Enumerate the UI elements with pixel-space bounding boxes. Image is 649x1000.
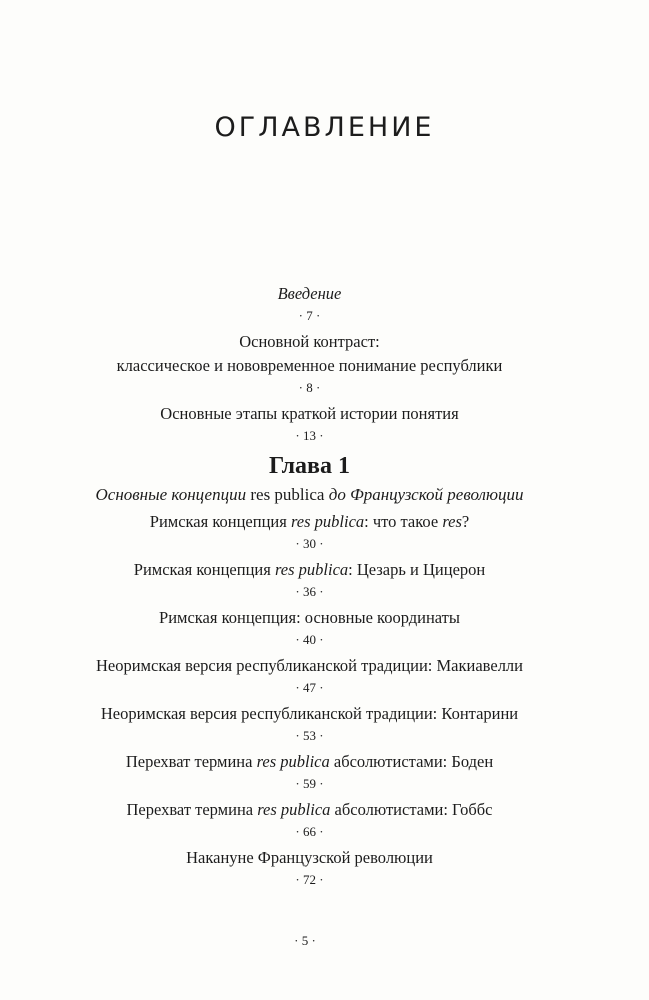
toc-entry-title-part: res publica: [257, 800, 331, 819]
chapter-subtitle-part: до Французской революции: [328, 485, 524, 504]
toc-entry-title-part: Римская концепция: [133, 560, 275, 579]
toc-entry-title-part: : Цезарь и Цицерон: [348, 560, 486, 579]
toc-entry-title-part: res publica: [274, 560, 349, 579]
toc-entry-title[interactable]: [0, 654, 619, 678]
toc-entry-title-part: Перехват термина: [125, 752, 257, 771]
toc-page-number: · 30 ·: [295, 536, 324, 551]
toc-page-number: · 59 ·: [295, 776, 324, 791]
toc-entry-title-part: : что такое: [364, 512, 443, 531]
table-of-contents: [0, 282, 619, 894]
toc-entry-title[interactable]: [0, 846, 619, 870]
chapter-subtitle: [0, 482, 619, 508]
toc-entry-title[interactable]: Введение: [277, 284, 342, 303]
toc-entry-title[interactable]: Основной контраст:: [239, 332, 380, 351]
toc-entry-title-part: res: [442, 512, 462, 531]
toc-entry-title[interactable]: [0, 606, 619, 630]
chapter-entries: [0, 510, 619, 890]
toc-entry-title-part: абсолютистами: Боден: [329, 752, 494, 771]
toc-entry-title[interactable]: Основные этапы краткой истории понятия: [160, 404, 459, 423]
toc-page-number: · 8 ·: [298, 380, 321, 395]
toc-page-number: · 7 ·: [298, 308, 321, 323]
toc-entry-title-part: Перехват термина: [126, 800, 258, 819]
toc-entry-title-part: res publica: [290, 512, 365, 531]
chapter-subtitle-part: res publica: [250, 485, 325, 504]
toc-page-number: · 66 ·: [295, 824, 324, 839]
toc-entry-title-part: Неоримская версия республиканской традиции: Контарини: [100, 704, 519, 723]
toc-page-number: · 13 ·: [295, 428, 324, 443]
toc-page-number: · 53 ·: [295, 728, 324, 743]
page-title: ОГЛАВЛЕНИЕ: [214, 112, 435, 143]
toc-entry-title-part: Накануне Французской революции: [186, 848, 433, 867]
toc-page-number: · 36 ·: [295, 584, 324, 599]
toc-entry-title-line2[interactable]: классическое и нововременное понимание республики: [116, 356, 503, 375]
toc-entry-title-part: Римская концепция: основные координаты: [159, 608, 460, 627]
toc-page-number: · 72 ·: [295, 872, 324, 887]
toc-entry-title[interactable]: [0, 510, 619, 534]
chapter-heading: Глава 1: [269, 453, 350, 479]
chapter-subtitle-part: Основные концепции: [95, 485, 247, 504]
toc-entry-title-part: Римская концепция: [149, 512, 291, 531]
toc-page-number: · 40 ·: [295, 632, 324, 647]
toc-entry-title[interactable]: [0, 750, 619, 774]
toc-entry-title[interactable]: [0, 798, 619, 822]
toc-entry-title-part: ?: [461, 512, 470, 531]
toc-entry-title[interactable]: [0, 702, 619, 726]
toc-page-number: · 47 ·: [295, 680, 324, 695]
toc-entry-title-part: Неоримская версия республиканской традиции: Макиавелли: [95, 656, 523, 675]
page-folio: · 5 ·: [294, 933, 316, 948]
toc-entry-title[interactable]: [0, 558, 619, 582]
toc-entry-title-part: res publica: [256, 752, 330, 771]
toc-entry-title-part: абсолютистами: Гоббс: [330, 800, 493, 819]
